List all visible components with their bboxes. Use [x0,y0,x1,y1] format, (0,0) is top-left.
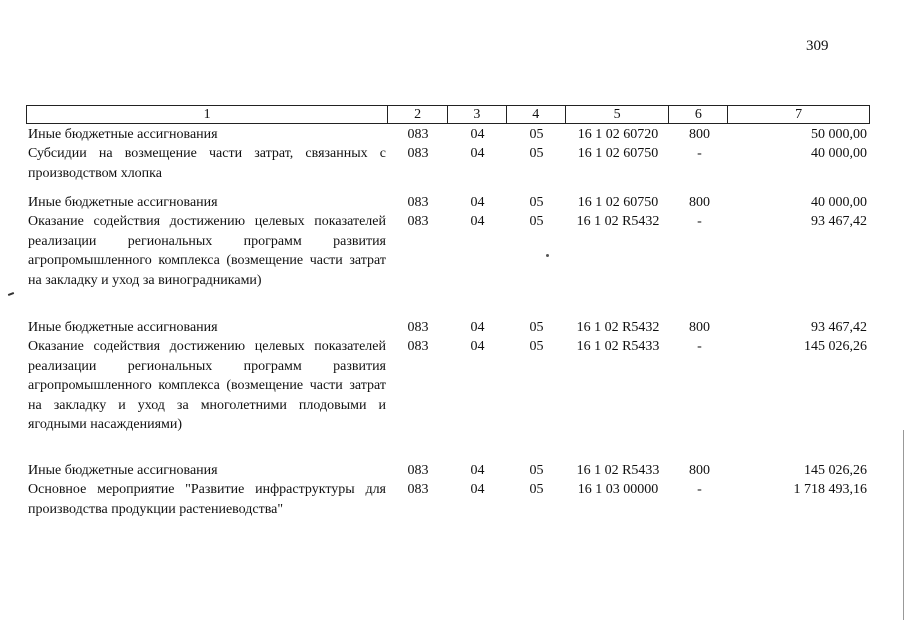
header-col-7: 7 [795,107,803,122]
row-code-6: - [697,214,702,229]
header-col-6: 6 [669,106,728,123]
table-row [26,461,870,480]
scan-speck [546,254,549,257]
row-name: Иные бюджетные ассигнования [28,463,218,478]
table-body [26,125,870,520]
row-amount: 93 467,42 [811,320,867,335]
row-code-6: 800 [689,127,710,142]
row-code-6: 800 [689,463,710,478]
row-code-2: 083 [407,463,429,478]
row-amount: 40 000,00 [811,195,867,210]
header-col-2: 2 [388,106,448,123]
table-row [26,337,870,461]
row-amount: 93 467,42 [811,214,867,229]
header-col-5: 5 [566,106,670,123]
row-code-3: 04 [470,320,485,335]
header-col-3: 3 [448,106,507,123]
row-code-4: 05 [529,127,544,142]
header-col-1: 1 [27,106,388,123]
row-code-5: 16 1 02 60750 [577,146,659,161]
row-code-5: 16 1 03 00000 [577,482,659,497]
row-code-3: 04 [470,214,485,229]
row-code-6: - [697,146,702,161]
row-amount: 40 000,00 [811,146,867,161]
scan-speck [8,292,14,296]
page-number: 309 [806,38,829,54]
row-name: Иные бюджетные ассигнования [28,127,218,142]
row-code-6: - [697,482,702,497]
row-code-4: 05 [529,195,544,210]
row-code-2: 083 [407,320,429,335]
row-code-4: 05 [529,214,544,229]
row-name: Оказание содействия достижению целевых показателей реализации региональных программ развития агропромышленного комплекса (возмещение части затрат на закладку и уход за виноградниками) [28,214,386,288]
row-code-4: 05 [529,482,544,497]
row-code-3: 04 [470,195,485,210]
row-code-5: 16 1 02 R5433 [576,339,660,354]
row-name: Основное мероприятие "Развитие инфраструктуры для производства продукции растениеводства" [28,482,386,517]
row-code-5: 16 1 02 60750 [577,195,659,210]
row-code-4: 05 [529,339,544,354]
row-code-5: 16 1 02 R5432 [576,214,660,229]
row-amount: 50 000,00 [811,127,867,142]
row-code-3: 04 [470,127,485,142]
table-row [26,212,870,318]
row-code-5: 16 1 02 R5433 [576,463,660,478]
row-code-5: 16 1 02 R5432 [576,320,660,335]
row-code-2: 083 [407,482,429,497]
row-code-3: 04 [470,339,485,354]
row-code-2: 083 [407,146,429,161]
row-name: Иные бюджетные ассигнования [28,195,218,210]
row-code-3: 04 [470,463,485,478]
row-name: Субсидии на возмещение части затрат, связанных с производством хлопка [28,146,386,181]
row-code-2: 083 [407,127,429,142]
table-row [26,144,870,193]
row-code-3: 04 [470,482,485,497]
table-header [26,105,870,124]
row-code-2: 083 [407,195,429,210]
row-code-3: 04 [470,146,485,161]
scan-edge-line [903,430,904,620]
row-code-4: 05 [529,320,544,335]
row-code-5: 16 1 02 60720 [577,127,659,142]
row-name: Оказание содействия достижению целевых показателей реализации региональных программ развития агропромышленного комплекса (возмещение части затрат на закладку и уход за многолетними плодовыми и ягодными насаждениями) [28,339,386,432]
header-col-4: 4 [507,106,566,123]
table-row [26,125,870,144]
row-amount: 145 026,26 [804,463,867,478]
row-code-6: 800 [689,195,710,210]
row-code-4: 05 [529,146,544,161]
row-code-2: 083 [407,339,429,354]
row-name: Иные бюджетные ассигнования [28,320,218,335]
table-row [26,193,870,212]
row-code-4: 05 [529,463,544,478]
row-amount: 145 026,26 [804,339,867,354]
table-row [26,318,870,337]
row-code-6: 800 [689,320,710,335]
row-code-6: - [697,339,702,354]
table-row [26,480,870,520]
row-amount: 1 718 493,16 [793,482,867,497]
row-code-2: 083 [407,214,429,229]
